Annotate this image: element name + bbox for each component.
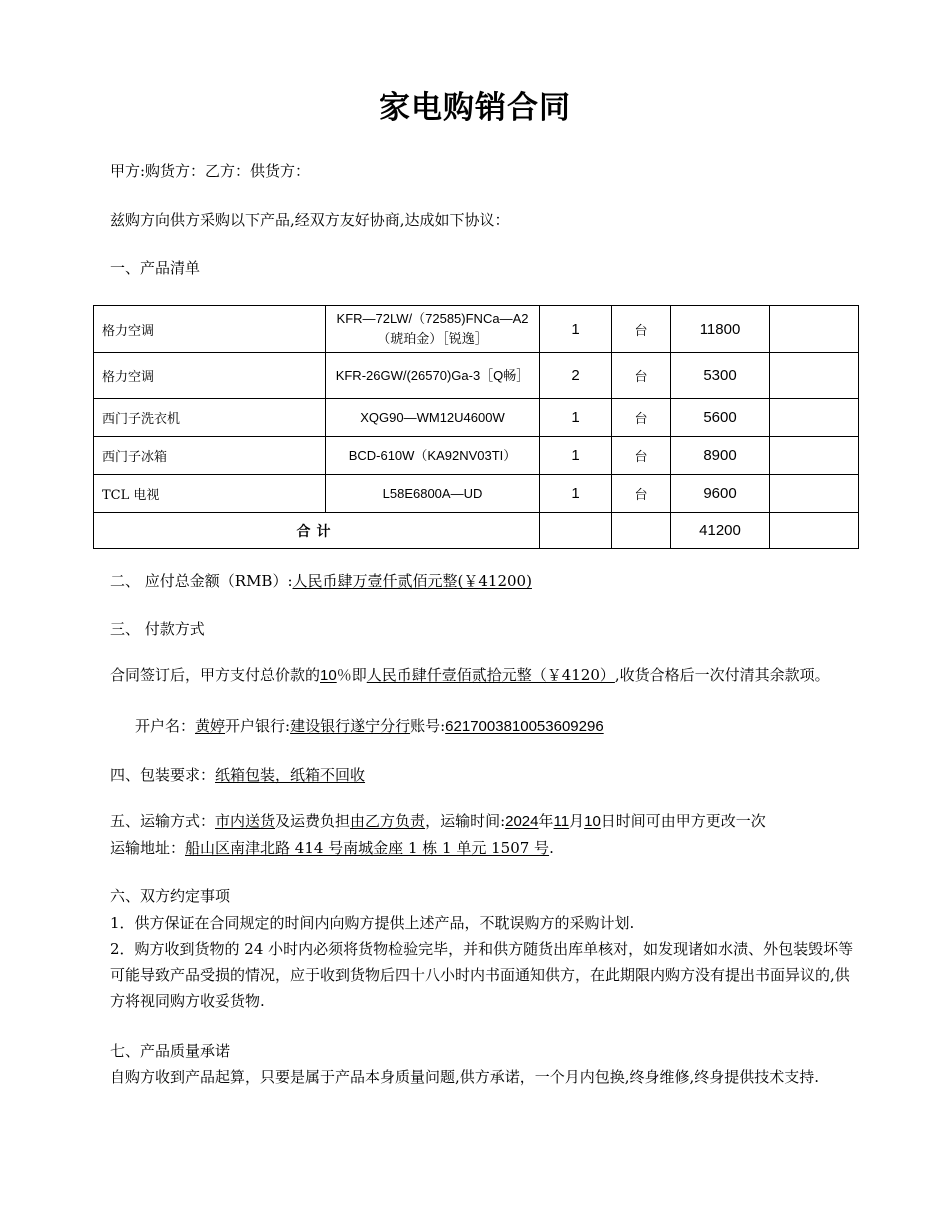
- agreement-item-1: 1．供方保证在合同规定的时间内向购方提供上述产品，不耽误购方的采购计划.: [110, 914, 635, 932]
- year-unit: 年: [538, 812, 554, 830]
- section5-heading: 五、运输方式：: [110, 812, 216, 830]
- fee-label: 及运费负担: [275, 812, 351, 830]
- bank-label: 开户银行:: [225, 717, 291, 735]
- product-qty: 1: [540, 437, 612, 475]
- parties-line: 甲方:购货方：乙方：供货方：: [110, 162, 311, 180]
- bank-name: 建设银行遂宁分行: [290, 717, 411, 735]
- product-unit: 台: [612, 399, 671, 437]
- product-unit: 台: [612, 353, 671, 399]
- product-qty: 1: [540, 306, 612, 353]
- product-model: KFR—72LW/（72585)FNCa—A2（琥珀金）［锐逸］: [326, 306, 540, 353]
- payment-text: ％即: [336, 666, 367, 684]
- account-name-label: 开户名：: [135, 717, 196, 735]
- month-unit: 月: [569, 812, 585, 830]
- quality-promise: 自购方收到产品起算，只要是属于产品本身质量问题,供方承诺，一个月内包换,终身维修,终身提供技术支持.: [110, 1068, 820, 1086]
- section1-heading: 一、产品清单: [110, 259, 201, 277]
- table-row: [94, 306, 859, 353]
- product-qty: 1: [540, 475, 612, 513]
- transport-address: 船山区南津北路 414 号南城金座 1 栋 1 单元 1507 号: [185, 839, 550, 857]
- payment-paragraph: [110, 662, 854, 689]
- product-amount: 5300: [671, 353, 770, 399]
- account-number-label: 账号:: [410, 717, 446, 735]
- fee-bearer: 由乙方负责: [350, 812, 426, 830]
- product-note: [770, 437, 859, 475]
- section6-heading: 六、双方约定事项: [110, 887, 231, 905]
- product-unit: 台: [612, 475, 671, 513]
- account-name: 黄婷: [195, 717, 226, 735]
- product-model: L58E6800A—UD: [326, 475, 540, 513]
- product-unit: 台: [612, 437, 671, 475]
- day-unit: 日时间可由甲方更改一次: [600, 812, 766, 830]
- payment-percent: 10: [320, 667, 337, 684]
- intro-line: 兹购方向供方采购以下产品,经双方友好协商,达成如下协议：: [110, 211, 510, 229]
- address-label: 运输地址：: [110, 839, 186, 857]
- product-note: [770, 306, 859, 353]
- transport-method: 市内送货: [215, 812, 276, 830]
- total-qty-cell: [540, 513, 612, 549]
- table-row: [94, 353, 859, 399]
- product-model: XQG90—WM12U4600W: [326, 399, 540, 437]
- section4-line: [110, 765, 365, 785]
- product-name: 格力空调: [94, 353, 326, 399]
- address-end: .: [549, 839, 554, 857]
- product-name: TCL 电视: [94, 475, 326, 513]
- section2-line: [110, 571, 532, 591]
- section5-paragraph: [110, 808, 854, 861]
- table-total-row: [94, 513, 859, 549]
- product-amount: 11800: [671, 306, 770, 353]
- product-amount: 9600: [671, 475, 770, 513]
- product-name: 西门子冰箱: [94, 437, 326, 475]
- product-note: [770, 399, 859, 437]
- transport-day: 10: [584, 813, 601, 830]
- product-model: BCD-610W（KA92NV03TI）: [326, 437, 540, 475]
- payment-amount: 人民币肆仟壹佰贰拾元整（￥4120）: [366, 666, 615, 684]
- bank-line: [135, 716, 604, 737]
- time-label: ，运输时间:: [425, 812, 506, 830]
- document-title: 家电购销合同: [379, 90, 571, 126]
- product-note: [770, 353, 859, 399]
- product-unit: 台: [612, 306, 671, 353]
- product-model: KFR-26GW/(26570)Ga-3［Q畅］: [326, 353, 540, 399]
- total-unit-cell: [612, 513, 671, 549]
- transport-year: 2024: [505, 813, 539, 830]
- payment-text: 合同签订后，甲方支付总价款的: [110, 666, 321, 684]
- packaging-requirement: 纸箱包装，纸箱不回收: [215, 766, 366, 784]
- table-row: [94, 475, 859, 513]
- transport-month: 11: [553, 813, 570, 830]
- total-amount: 41200: [671, 513, 770, 549]
- section3-heading: 三、 付款方式: [110, 620, 205, 638]
- product-note: [770, 475, 859, 513]
- product-table: [93, 305, 859, 549]
- product-qty: 1: [540, 399, 612, 437]
- product-name: 格力空调: [94, 306, 326, 353]
- section7-heading: 七、产品质量承诺: [110, 1042, 231, 1060]
- section4-heading: 四、包装要求：: [110, 766, 216, 784]
- product-qty: 2: [540, 353, 612, 399]
- agreement-item-2: 2．购方收到货物的 24 小时内必须将货物检验完毕，并和供方随货出库单核对，如发现诸如水渍、外包装毁坏等可能导致产品受损的情况，应于收到货物后四十八小时内书面通知供方，在此期限内购方没有提出书面异议的,供方将视同购方收妥货物.: [110, 940, 854, 1010]
- product-amount: 8900: [671, 437, 770, 475]
- section2-heading: 二、 应付总金额（RMB）:: [110, 572, 293, 590]
- table-row: [94, 437, 859, 475]
- payment-text: ,收货合格后一次付清其余款项。: [614, 666, 830, 684]
- total-amount-words: 人民币肆万壹仟贰佰元整(￥41200): [292, 572, 532, 590]
- account-number: 6217003810053609296: [445, 718, 604, 735]
- product-amount: 5600: [671, 399, 770, 437]
- total-label: 合计: [94, 513, 540, 549]
- product-name: 西门子洗衣机: [94, 399, 326, 437]
- table-row: [94, 399, 859, 437]
- total-note-cell: [770, 513, 859, 549]
